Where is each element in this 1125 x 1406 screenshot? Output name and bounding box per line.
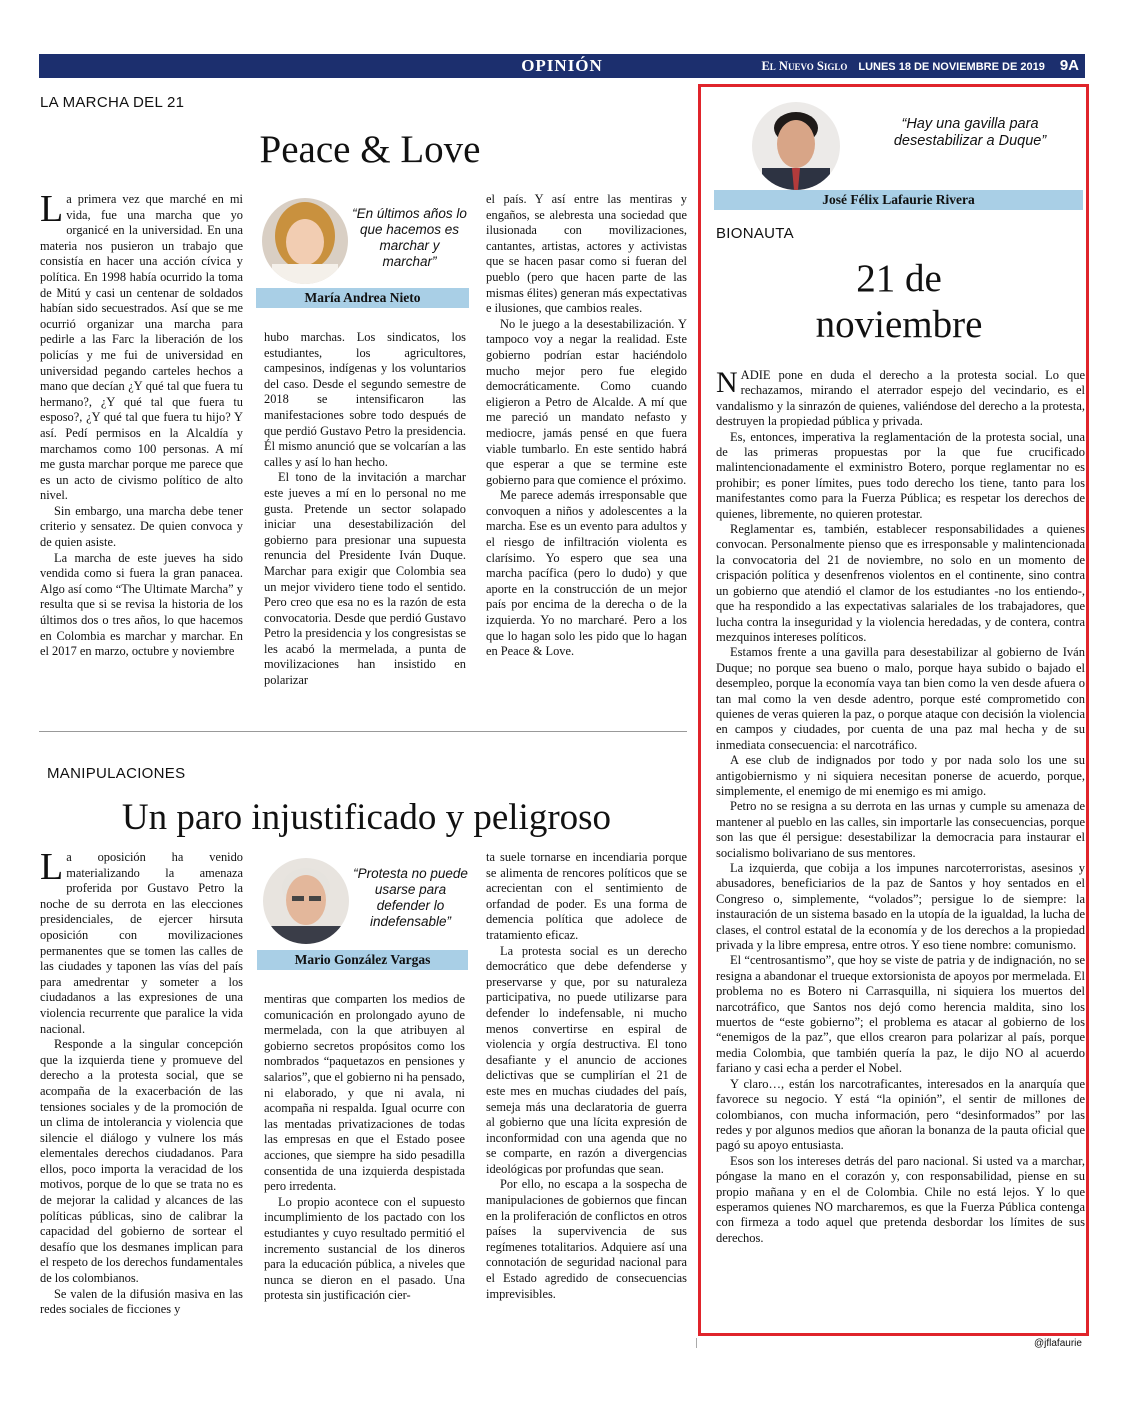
author-photo [752, 102, 840, 190]
article2-paragraph: mentiras que comparten los medios de comunicación en prolongado ayuno de mermelada, con la que atribuyen al gobierno secretos propósitos como los nombrados “paquetazos en pensiones y salarios”, que el gobierno ni ha pensado, ni elaborado, y que ni avala, ni acompaña ni respalda. Igual ocurre con las mentadas privatizaciones de todas las empresas en que el Estado posee acciones, que siempre ha sido pesadilla consentida de una izquierda despistada pero irredenta. [264, 992, 465, 1194]
issue-date: LUNES 18 DE NOVIEMBRE DE 2019 [858, 61, 1045, 73]
author-photo [263, 858, 349, 944]
article1-column-3 [486, 192, 687, 660]
article2-paragraph: ta suele tornarse en incendiaria porque se alimenta de rencores políticos que se acrecientan con el sentimiento de orfandad de poder. Es una forma de demencia política que adolece de tratamiento eficaz. [486, 850, 687, 942]
header-bar [39, 54, 1085, 78]
article3-title [714, 256, 1084, 348]
article3-paragraph: Estamos frente a una gavilla para desestabilizar al gobierno de Iván Duque; no porque sea bueno o malo, porque haya subido o bajado el desempleo, porque la economía vaya tan bien como la ven desde afuera o tan mal como la ven desde adentro, porque esté comprometido con quienes de veras quieren la paz, o porque ataque con decisión la violencia en campos y ciudades, por cuenta de una paz mal hecha y de su inmediata consecuencia: el narcotráfico. [716, 645, 1085, 752]
dropcap: L [40, 188, 64, 230]
article2-column-3 [486, 850, 687, 1302]
article-divider [39, 731, 687, 732]
author-photo [262, 198, 348, 284]
author-quote: “Protesta no puede usarse para defender lo indefensable” [353, 866, 468, 929]
page-number: 9A [1059, 57, 1079, 74]
title-line: noviembre [815, 303, 983, 346]
article1-paragraph: La marcha de este jueves ha sido vendida como si fuera la gran panacea. Algo así como “The Ultimate Marcha” y resulta que si se revisa la historia de los últimos dos o tres años, lo que hacemos en Colombia es marchar y marchar. En el 2017 en marzo, octubre y noviembre [40, 550, 243, 659]
article3-paragraph: Y claro…, están los narcotraficantes, interesados en la anarquía que favorece su negocio. Y está “la opinión”, el sentir de millones de colombianos, con mucha información, pero “desinformados” por las redes y por algunos medios que añoran la bonanza de la pauta oficial que pagó su apoyo entusiasta. [716, 1076, 1085, 1153]
article2-column-1 [40, 846, 243, 1318]
article2-column-2 [264, 992, 465, 1304]
author-quote: “Hay una gavilla para desestabilizar a Duque” [893, 116, 1047, 149]
article1-paragraph: No le juego a la desestabilización. Y tampoco voy a negar la realidad. Este gobierno podrían estar haciéndolo mucho mejor pero fue elegido democráticamente. Como cuando eligieron a Petro de Alcalde. A mí que me pareció un mandato nefasto y mediocre, jamás pensé en que fuera viable tumbarlo. En este sentido habrá que esperar a que se termine este gobierno para que comience el próximo. [486, 316, 687, 487]
article3-author-box [714, 96, 1083, 212]
dropcap: N [716, 366, 738, 399]
article1-kicker: LA MARCHA DEL 21 [40, 94, 185, 111]
article3-paragraph: Reglamentar es, también, establecer responsabilidades a quienes convocan. Personalmente pienso que es irresponsable y malintencionada la convocatoria del 21 de noviembre, no solo en un momento de crispación política y desenfrenos violentos en el continente, sino contra un gobierno que atendió el clamor de los estudiantes -no los entiendo-, que ha respondido a las expectativas salariales de los trabajadores, que lucha contra la inseguridad y la violencia heredadas, y de contera, contra mezquinos intereses políticos. [716, 522, 1085, 644]
article2-paragraph: La protesta social es un derecho democrático que debe defenderse y preservarse y que, por su naturaleza participativa, no puede utilizarse para defender lo indefensable, ni mucho menos convertirse en espiral de violencia y orgía destructiva. El tono desafiante y el anuncio de acciones delictivas que se cumplirían el 21 de este mes en muchas ciudades del país, semeja más una declaratoria de guerra al gobierno que una lícita expresión de inconformidad con una agenda que no se comparte, en razón a divergencias ideológicas por profundas que sean. [486, 943, 687, 1176]
article3-paragraph: El “centrosantismo”, que hoy se viste de patria y de indignación, no se resigna a abandonar el trueque extorsionista de apoyos por mermelada. El problema no es Botero ni Carrasquilla, ni siquiera los muertos del narcotráfico, que Santos nos dejó como herencia maldita, sino los muertos de “este gobierno”; el problema es atacar al gobierno de los “enemigos de la paz”, que ellos crearon para polarizar al país, porque media Colombia, que también quería la paz, le dijo NO al acuerdo fariano y casi echa a perder el Nobel. [716, 953, 1085, 1076]
column-rule-mark [696, 1338, 697, 1348]
author-name: María Andrea Nieto [256, 288, 469, 308]
article3-paragraph: La izquierda, que cobija a los impunes narcoterroristas, asesinos y abusadores, beneficiarios de la paz de Santos y hoy sentados en el Congreso o, simplemente, “volados”; persigue lo de siempre: la instauración de un sistema basado en la utopía de la igualdad, la lucha de clases, el control estatal de la economía y de los derechos a la propiedad privada y la libre empresa, entre otros. Y eso tiene nombre: comunismo. [716, 861, 1085, 953]
article3-paragraph: Petro no se resigna a su derrota en las urnas y cumple su amenaza de mantener al pueblo en las calles, sin importarle las consecuencias, porque son las que él persigue: desestabilizar la democracia para instaurar el socialismo bolivariano de sus mentores. [716, 799, 1085, 860]
article2-paragraph: Por ello, no escapa a la sospecha de manipulaciones de gobiernos que fincan en la proliferación de conflictos en otros países la supervivencia de sus regímenes totalitarios. Adquiere así una connotación de seguridad nacional para el Estado agredido de consecuencias imprevisibles. [486, 1177, 687, 1301]
article2-author-box [257, 852, 468, 972]
article3-paragraph: Es, entonces, imperativa la reglamentación de la protesta social, una de las primeras propuestas por la que fue crucificado malintencionadamente el exministro Botero, porque reglamentar no es prohibir; es poner límites, pues todo derecho los tiene, tanto para los manifestantes como para la Fuerza Pública; es respetar los derechos de quienes, libremente, no quieren protestar. [716, 429, 1085, 521]
masthead [761, 54, 1085, 78]
article3-paragraph: A ese club de indignados por todo y por nada solo los une su antigobiernismo y ni siquiera necesitan ponerse de acuerdo, porque, simplemente, el enemigo de mi enemigo es mi amigo. [716, 753, 1085, 798]
article1-paragraph: hubo marchas. Los sindicatos, los estudiantes, los agricultores, campesinos, indígenas y los voluntarios del caso. Desde el segundo semestre de 2018 se intensificaron las manifestaciones sobre todo después de que perdió Gustavo Petro la presidencia. Él mismo anunció que se volcarían a las calles y así lo han hecho. [264, 330, 466, 469]
article1-paragraph: Sin embargo, una marcha debe tener criterio y sensatez. De quien convoca y de quien asiste. [40, 503, 243, 550]
article2-paragraph: Se valen de la difusión masiva en las redes sociales de ficciones y [40, 1286, 243, 1317]
article1-title: Peace & Love [259, 128, 481, 171]
article3-body [716, 368, 1085, 1246]
article1-paragraph: La primera vez que marché en mi vida, fue una marcha que yo organicé en la universidad. En una materia nos pusieron un trabajo que consistía en hacer una acción cívica y política. En 1998 había ocurrido la toma de Mitú y casi un centenar de soldados habían sido secuestrados. Así que se me ocurrió organizar una marcha para pedirle a las Farc la liberación de los policías y me fui de universidad en universidad pegando carteles hechos a mano que decían ¿Y qué tal que fuera tu hermano?, ¿Y qué tal que fuera tu esposo?, ¿Y qué tal que fuera tu hijo? Y así. Pedí permisos en la Alcaldía y marchamos como 100 personas. A mí me gusta marchar porque me parece que es un acto de civismo político de alto nivel. [40, 188, 243, 503]
article3-paragraph: Esos son los intereses detrás del paro nacional. Si usted va a marchar, póngase la mano en el corazón y, con responsabilidad, piense en su propio mañana y en el de Colombia. Chile no está lejos. Y lo que esperamos quienes NO marcharemos, es que la Fuerza Pública contenga con firmeza a todo aquel que pretenda desbordar los límites de sus derechos. [716, 1153, 1085, 1245]
author-quote: “En últimos años lo que hacemos es marchar y marchar” [352, 206, 467, 269]
article1-paragraph: Me parece además irresponsable que convoquen a niños y adolescentes a la marcha. Ese es un evento para adultos y el riesgo de infiltración violenta es clarísimo. Yo espero que sea una marcha pacífica (pero lo dudo) y que aporte en la construcción de un mejor país por encima de la derecha o de la izquierda. Yo no marcharé. Pero a los que lo hagan solo les pido que lo hagan en Peace & Love. [486, 488, 687, 659]
article2-paragraph: Responde a la singular concepción que la izquierda tiene y promueve del derecho a la protesta social, que se acompaña de la exacerbación de las tensiones sociales y de la promoción de un clima de intolerancia y violencia que silencie el diálogo y vulnere los más elementales derechos ciudadanos. Para ellos, poco importa la veracidad de los motivos, porque de lo que se trata no es de mejorar la calidad y alcances de las políticas públicas, sino de calibrar la capacidad del gobierno de sortear el desafío que los desmanes implican para el respeto de los derechos fundamentales de los colombianos. [40, 1037, 243, 1286]
author-social-handle: @jflafaurie [1034, 1338, 1082, 1349]
article2-paragraph: Lo propio acontece con el supuesto incumplimiento de los pactado con los estudiantes y cuyo resultado permitió el incremento sustancial de los dineros para la educación pública, a niveles que nunca se dieron en el pasado. Una protesta sin justificación cier- [264, 1194, 465, 1303]
newspaper-brand: El Nuevo Siglo [761, 59, 848, 73]
article1-paragraph: el país. Y así entre las mentiras y engaños, se alebresta una sociedad que ilusionada con movilizaciones, cantantes, artistas, actores y activistas que se hacen pasar como si fueran del pueblo (pero que hacen parte de las mismas élites) generan más expectativas e ilusiones, que cambios reales. [486, 192, 687, 316]
article1-column-1 [40, 188, 243, 660]
author-name: Mario González Vargas [257, 950, 468, 970]
article1-column-2 [264, 330, 466, 689]
article2-kicker: MANIPULACIONES [47, 765, 186, 782]
title-line: 21 de [856, 257, 942, 300]
article3-paragraph: NADIE pone en duda el derecho a la protesta social. Lo que rechazamos, mirando el aterrador espejo del vecindario, es el vandalismo y la sinrazón de quienes, valiéndose del derecho a la protesta, destruyen la propiedad pública y privada. [716, 366, 1085, 429]
article1-author-box [256, 190, 469, 310]
article2-paragraph: La oposición ha venido materializando la amenaza proferida por Gustavo Petro la noche de su derrota en las elecciones presidenciales, de ejercer hirsuta oposición con movilizaciones permanentes que se tomen las calles de las ciudades y taponen las vías del país para amedrentar y someter a los ciudadanos a las expresiones de una violencia recurrente que paralice la vida nacional. [40, 846, 243, 1036]
article2-title: Un paro injustificado y peligroso [121, 797, 612, 838]
dropcap: L [40, 846, 64, 888]
article1-paragraph: El tono de la invitación a marchar este jueves a mí en lo personal no me gusta. Pretende un sector solapado iniciar una desestabilización del gobierno para presionar una supuesta renuncia del Presidente Iván Duque. Marchar para exigir que Colombia sea un mejor vividero tiene todo el sentido. Pero creo que esa no es la razón de esta convocatoria. Desde que perdió Gustavo Petro la presidencia y los congresistas se les acabó la mermelada, a punta de movilizaciones han insistido en polarizar [264, 470, 466, 688]
section-label: OPINIÓN [521, 56, 603, 75]
author-name: José Félix Lafaurie Rivera [714, 190, 1083, 210]
article3-kicker: BIONAUTA [716, 225, 794, 242]
